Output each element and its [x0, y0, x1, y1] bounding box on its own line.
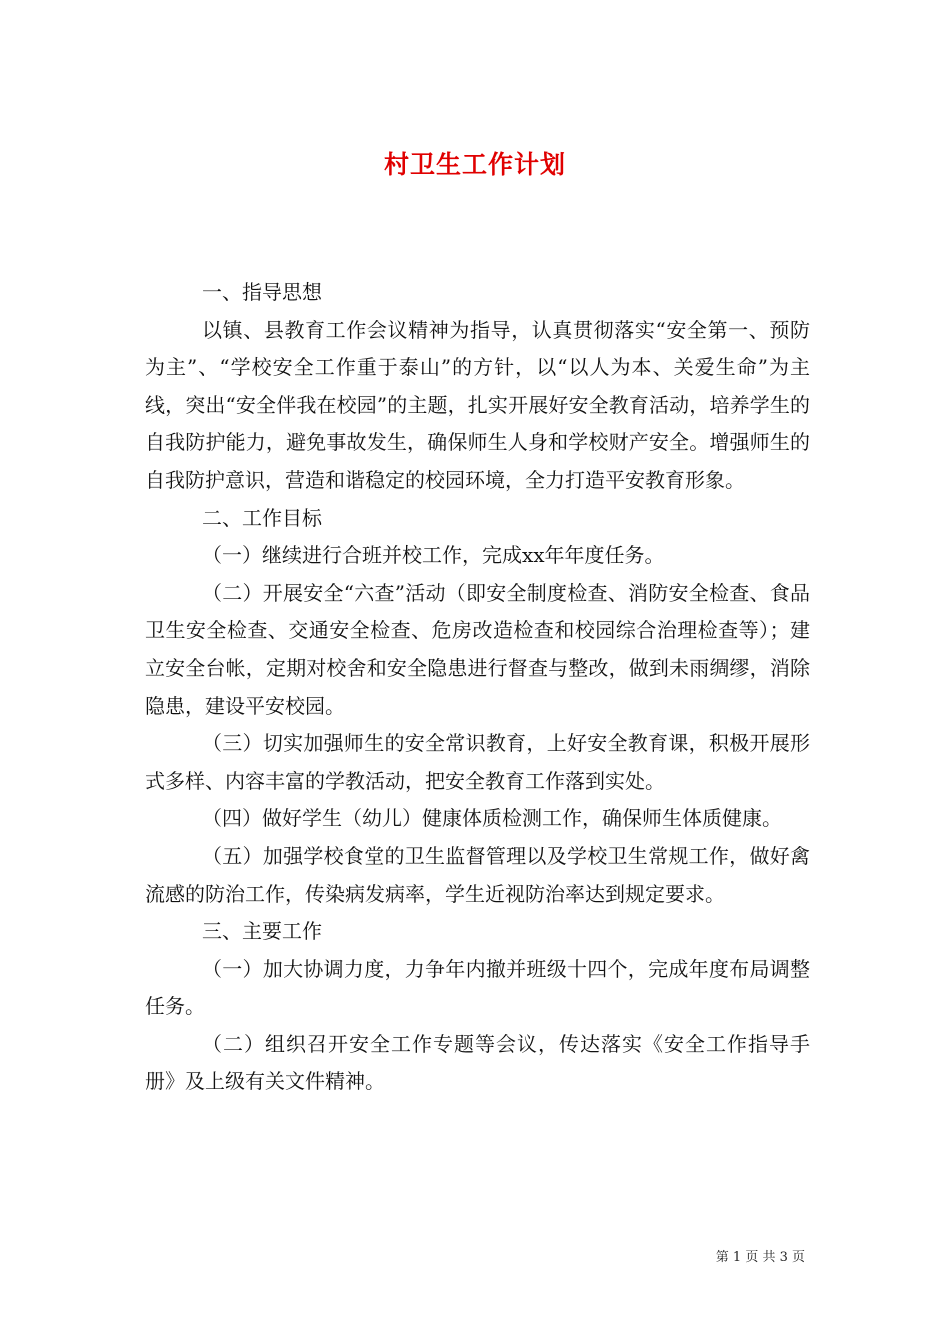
paragraph: （二）开展安全“六查”活动（即安全制度检查、消防安全检查、食品卫生安全检查、交通安全检查、危房改造检查和校园综合治理检查等）；建立安全台帐，定期对校舍和安全隐患进行督查与整改，做到未雨绸缪，消除隐患，建设平安校园。 [145, 580, 810, 718]
paragraph: （四）做好学生（幼儿）健康体质检测工作，确保师生体质健康。 [202, 806, 782, 831]
document-body [145, 274, 810, 1101]
paragraph: 以镇、县教育工作会议精神为指导，认真贯彻落实“安全第一、预防为主”、“学校安全工作重于泰山”的方针，以“以人为本、关爱生命”为主线，突出“安全伴我在校园”的主题，扎实开展好安全教育活动，培养学生的自我防护能力，避免事故发生，确保师生人身和学校财产安全。增强师生的自我防护意识，营造和谐稳定的校园环境，全力打造平安教育形象。 [145, 317, 810, 492]
page-number-footer: 第 1 页 共 3 页 [715, 1250, 805, 1265]
document-title: 村卫生工作计划 [383, 149, 566, 179]
paragraph: （一）加大协调力度，力争年内撤并班级十四个，完成年度布局调整任务。 [145, 956, 810, 1019]
section-heading-guiding-ideology: 一、指导思想 [202, 280, 322, 304]
paragraph: （一）继续进行合班并校工作，完成xx年年度任务。 [202, 543, 665, 568]
paragraph: （五）加强学校食堂的卫生监督管理以及学校卫生常规工作，做好禽流感的防治工作，传染病发病率，学生近视防治率达到规定要求。 [145, 843, 810, 906]
section-heading-work-goals: 二、工作目标 [202, 505, 322, 530]
paragraph: （三）切实加强师生的安全常识教育，上好安全教育课，积极开展形式多样、内容丰富的学教活动，把安全教育工作落到实处。 [145, 731, 810, 793]
paragraph: （二）组织召开安全工作专题等会议，传达落实《安全工作指导手册》及上级有关文件精神。 [145, 1031, 810, 1094]
section-heading-main-work: 三、主要工作 [202, 919, 322, 944]
